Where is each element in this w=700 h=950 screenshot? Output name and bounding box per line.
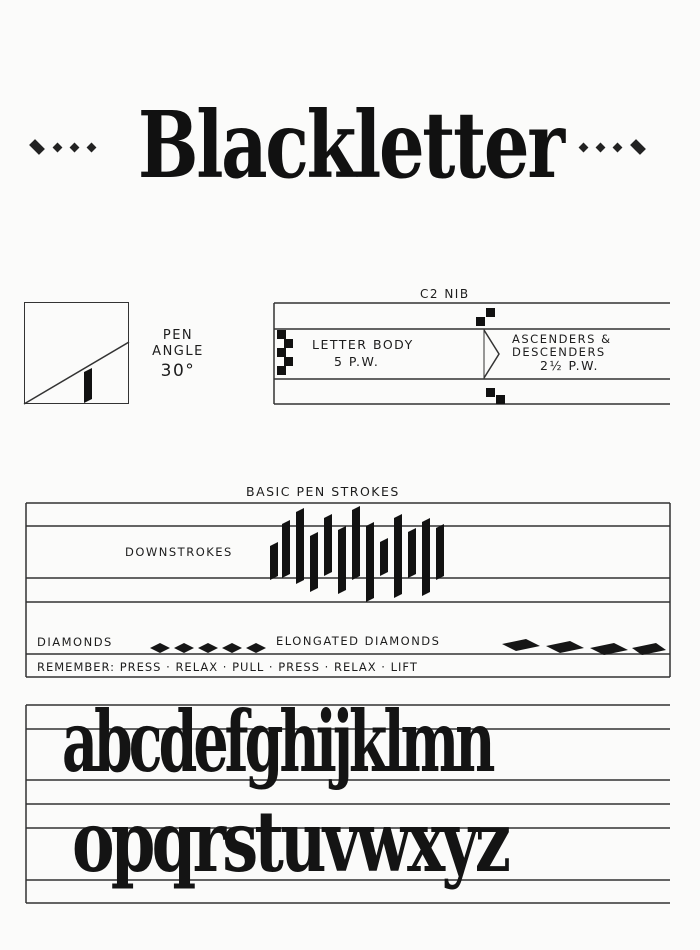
pen-nib-mark bbox=[84, 368, 92, 403]
pen-angle-svg bbox=[24, 302, 129, 404]
ascenders-label bbox=[512, 333, 612, 372]
page-title-text: Blackletter bbox=[137, 91, 563, 199]
elongated-diamond-marks bbox=[502, 639, 666, 655]
angle-line bbox=[24, 342, 129, 404]
letter-body-label bbox=[312, 336, 414, 370]
pen-strokes-svg bbox=[26, 502, 670, 678]
remember-label: REMEMBER: PRESS · RELAX · PULL · PRESS · RELAX · LIFT bbox=[37, 660, 418, 674]
ascenders-line1: ASCENDERS & bbox=[512, 332, 612, 346]
strokes-heading: BASIC PEN STROKES bbox=[246, 484, 400, 499]
pen-angle-degrees: 30° bbox=[160, 361, 196, 381]
pen-angle-diagram bbox=[24, 302, 129, 404]
page-title bbox=[0, 70, 700, 220]
ascenders-line2: DESCENDERS bbox=[512, 345, 606, 359]
ascenders-line3: 2½ P.W. bbox=[540, 358, 600, 373]
letter-body-line1: LETTER BODY bbox=[312, 337, 414, 352]
alphabet-row-1: abcdefghijklmn bbox=[62, 692, 492, 791]
downstrokes-label: DOWNSTROKES bbox=[125, 545, 233, 559]
diamonds-label: DIAMONDS bbox=[37, 635, 113, 649]
pen-angle-label-line2: ANGLE bbox=[152, 344, 204, 359]
nib-label: C2 NIB bbox=[420, 287, 470, 301]
diamond-marks bbox=[150, 643, 266, 653]
alphabet-row-2: opqrstuvwxyz bbox=[72, 792, 508, 891]
letter-body-line2: 5 P.W. bbox=[334, 354, 380, 369]
pen-angle-label bbox=[148, 328, 208, 379]
downstroke-marks bbox=[270, 506, 444, 602]
pen-strokes-panel bbox=[26, 502, 670, 678]
elongated-diamonds-label: ELONGATED DIAMONDS bbox=[276, 634, 441, 648]
pen-angle-label-line1: PEN bbox=[162, 328, 194, 343]
